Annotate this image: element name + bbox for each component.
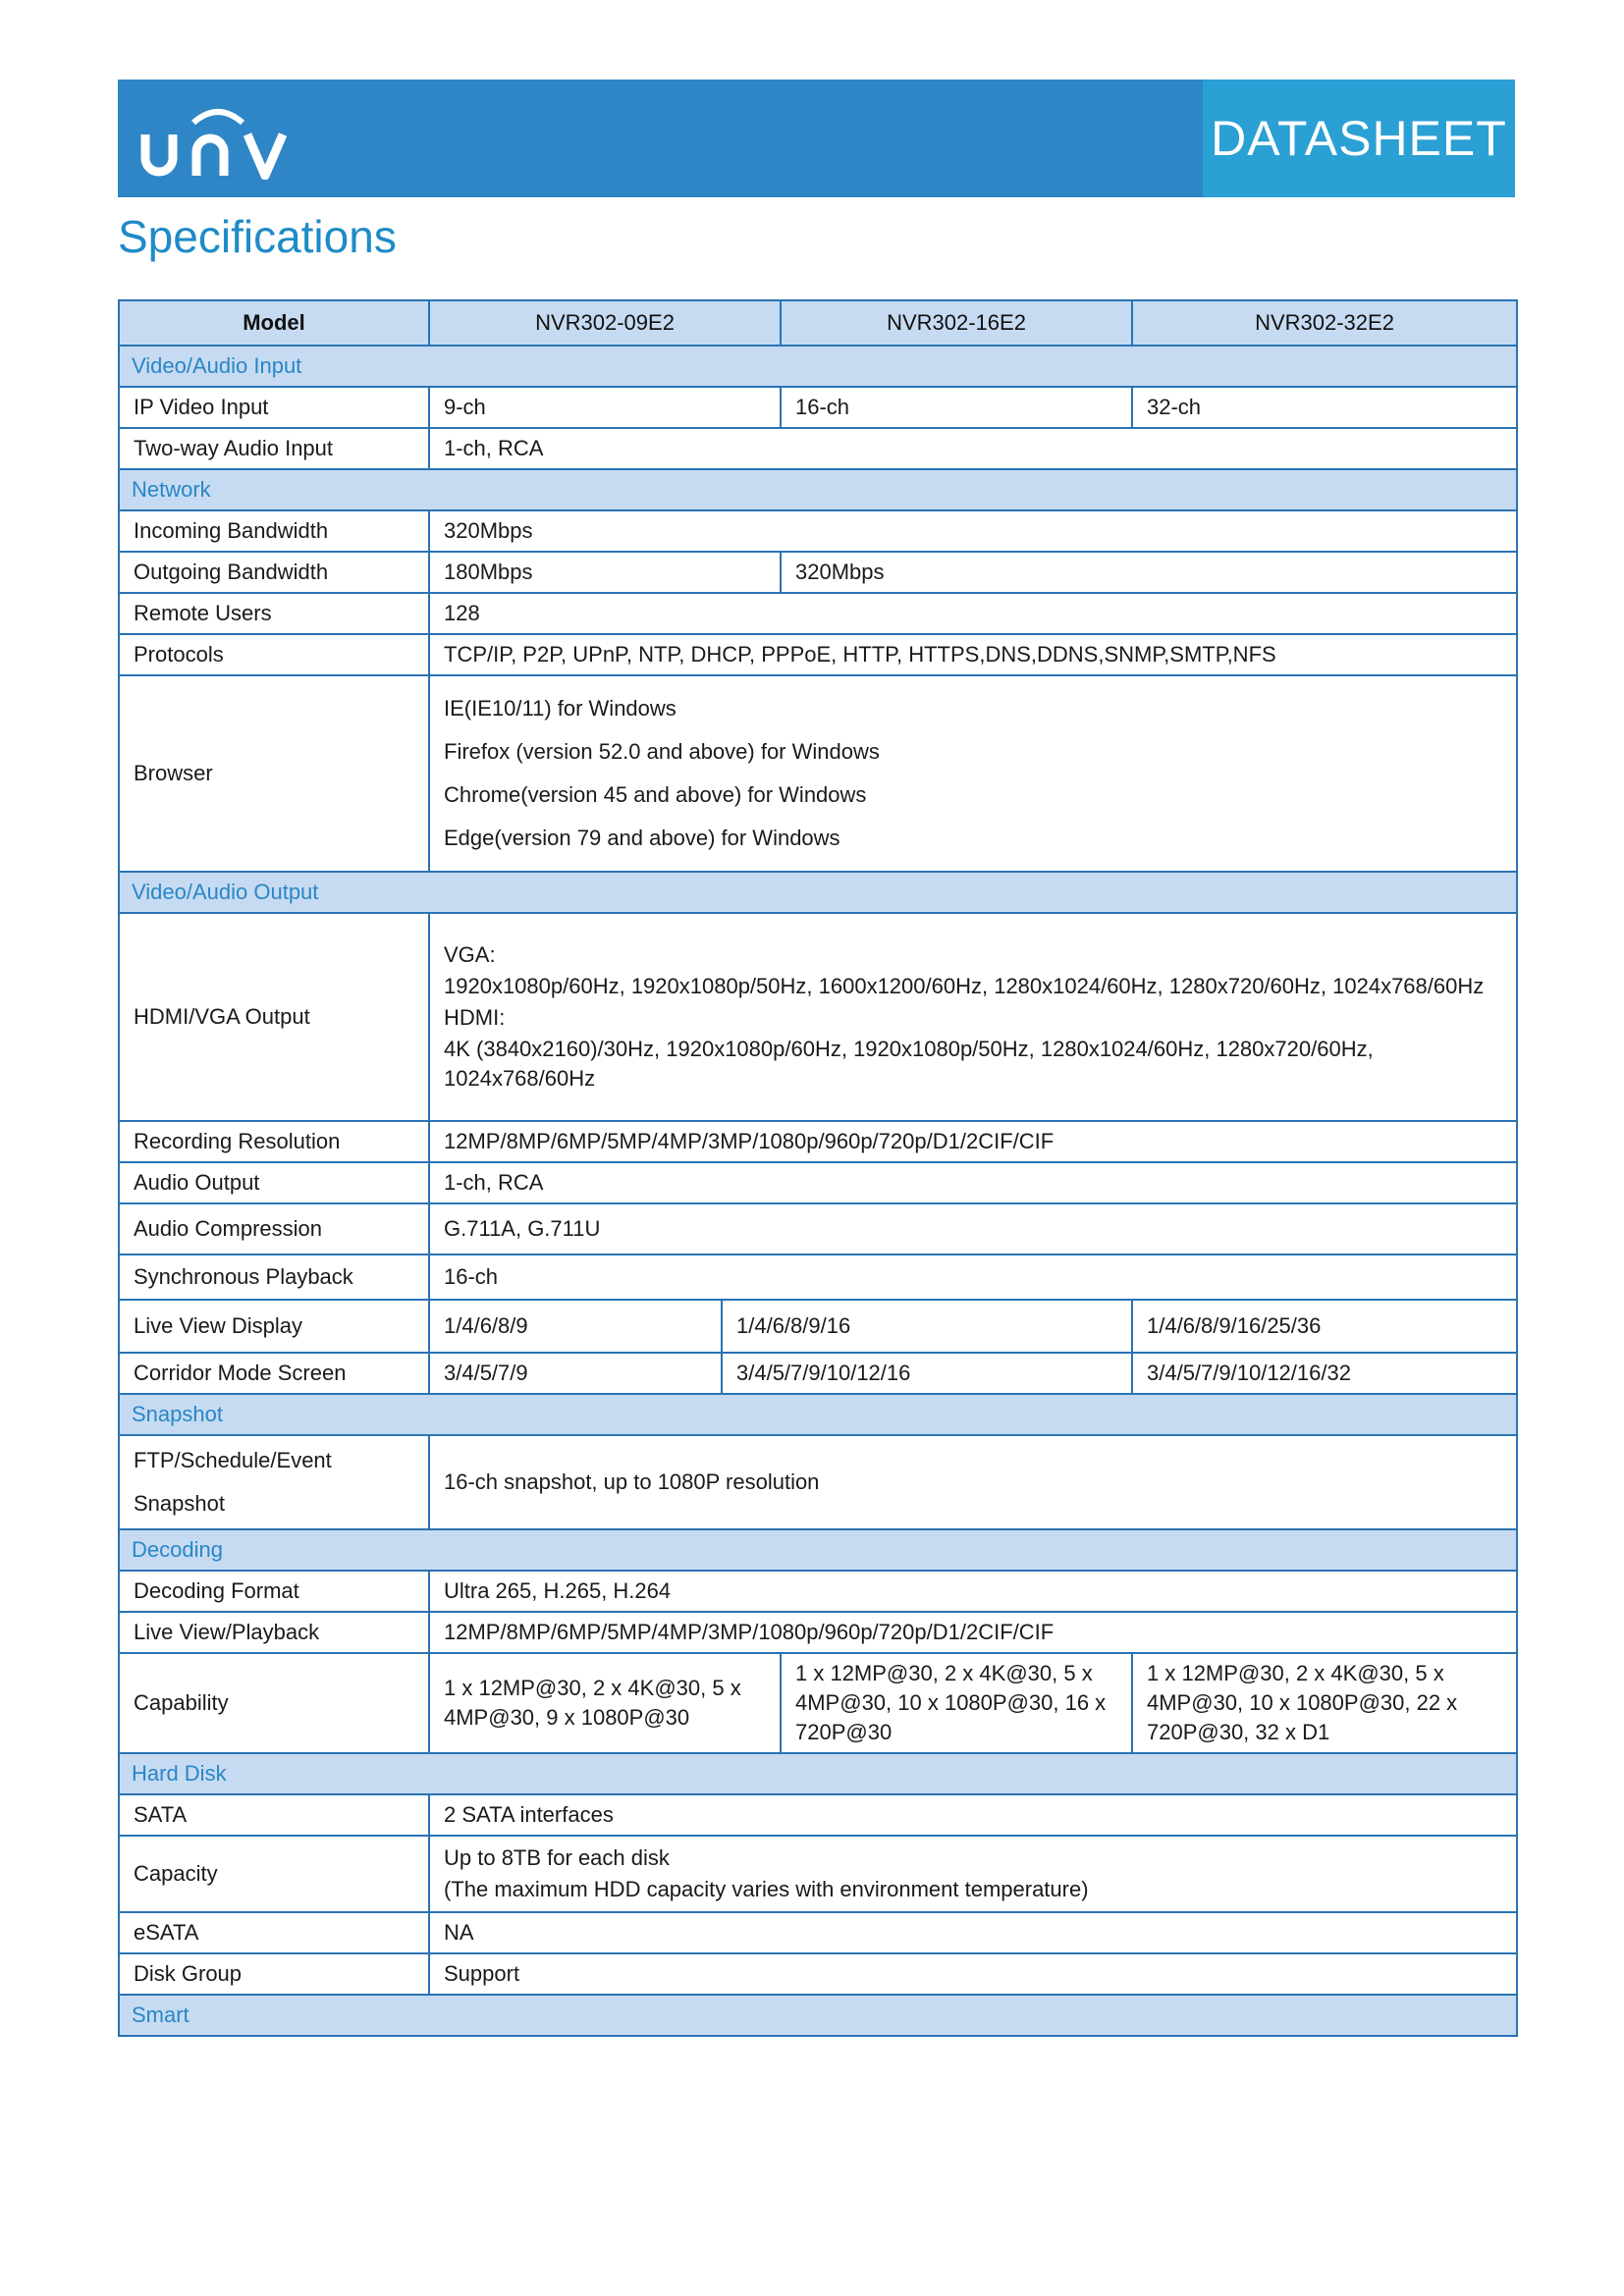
cell-value: G.711A, G.711U	[429, 1203, 1517, 1255]
datasheet-badge: DATASHEET	[1203, 80, 1515, 197]
header-banner	[118, 80, 1515, 197]
section-row	[119, 1753, 1517, 1794]
table-row	[119, 1571, 1517, 1612]
section-decoding: Decoding	[119, 1529, 1517, 1571]
output-line: 1920x1080p/60Hz, 1920x1080p/50Hz, 1600x1200/60Hz, 1280x1024/60Hz, 1280x720/60Hz, 1024x768/60Hz	[444, 974, 1485, 998]
table-row	[119, 1912, 1517, 1953]
cell-value: 1/4/6/8/9	[429, 1300, 722, 1353]
cell-value: NA	[429, 1912, 1517, 1953]
section-video-audio-output: Video/Audio Output	[119, 872, 1517, 913]
row-label: Capability	[119, 1653, 429, 1753]
cell-value: 1 x 12MP@30, 2 x 4K@30, 5 x 4MP@30, 10 x 1080P@30, 16 x 720P@30	[781, 1653, 1132, 1753]
section-snapshot: Snapshot	[119, 1394, 1517, 1435]
cell-value: 9-ch	[429, 387, 781, 428]
output-line: VGA:	[444, 942, 496, 967]
row-label: Incoming Bandwidth	[119, 510, 429, 552]
row-label: Audio Output	[119, 1162, 429, 1203]
cell-value: TCP/IP, P2P, UPnP, NTP, DHCP, PPPoE, HTTP, HTTPS,DNS,DDNS,SNMP,SMTP,NFS	[429, 634, 1517, 675]
cell-value-multiline	[429, 913, 1517, 1121]
row-label: Recording Resolution	[119, 1121, 429, 1162]
section-hard-disk: Hard Disk	[119, 1753, 1517, 1794]
cell-value: 1 x 12MP@30, 2 x 4K@30, 5 x 4MP@30, 9 x 1080P@30	[429, 1653, 781, 1753]
model-header: Model	[119, 300, 429, 346]
cell-value-multiline	[429, 675, 1517, 872]
table-row	[119, 1300, 1517, 1353]
row-label: Decoding Format	[119, 1571, 429, 1612]
cell-value: 12MP/8MP/6MP/5MP/4MP/3MP/1080p/960p/720p/D1/2CIF/CIF	[429, 1612, 1517, 1653]
row-label: Live View Display	[119, 1300, 429, 1353]
row-label: HDMI/VGA Output	[119, 913, 429, 1121]
cell-value: Support	[429, 1953, 1517, 1995]
model-column-3: NVR302-32E2	[1132, 300, 1517, 346]
cell-value: 1-ch, RCA	[429, 428, 1517, 469]
table-row	[119, 1836, 1517, 1912]
table-row	[119, 1435, 1517, 1529]
snapshot-label-line: FTP/Schedule/Event	[134, 1448, 332, 1472]
row-label: Remote Users	[119, 593, 429, 634]
table-row	[119, 552, 1517, 593]
table-row	[119, 1953, 1517, 1995]
page-title: Specifications	[118, 211, 397, 262]
table-header-row	[119, 300, 1517, 346]
table-row	[119, 428, 1517, 469]
section-row	[119, 1995, 1517, 2036]
capacity-line: Up to 8TB for each disk	[444, 1845, 670, 1870]
table-row	[119, 593, 1517, 634]
row-label: Outgoing Bandwidth	[119, 552, 429, 593]
section-row	[119, 1529, 1517, 1571]
cell-value: 3/4/5/7/9/10/12/16	[722, 1353, 1132, 1394]
row-label: Corridor Mode Screen	[119, 1353, 429, 1394]
cell-value: 1 x 12MP@30, 2 x 4K@30, 5 x 4MP@30, 10 x 1080P@30, 22 x 720P@30, 32 x D1	[1132, 1653, 1517, 1753]
cell-value: 1/4/6/8/9/16/25/36	[1132, 1300, 1517, 1353]
table-row	[119, 1653, 1517, 1753]
cell-value: 1/4/6/8/9/16	[722, 1300, 1132, 1353]
row-label: Browser	[119, 675, 429, 872]
cell-value: 16-ch	[781, 387, 1132, 428]
specifications-table	[118, 299, 1518, 2037]
row-label: Audio Compression	[119, 1203, 429, 1255]
row-label: SATA	[119, 1794, 429, 1836]
browser-line: Firefox (version 52.0 and above) for Windows	[444, 739, 880, 764]
cell-value: 3/4/5/7/9	[429, 1353, 722, 1394]
table-row	[119, 387, 1517, 428]
row-label: Disk Group	[119, 1953, 429, 1995]
section-row	[119, 872, 1517, 913]
row-label: Two-way Audio Input	[119, 428, 429, 469]
cell-value: 1-ch, RCA	[429, 1162, 1517, 1203]
snapshot-label-line: Snapshot	[134, 1491, 225, 1516]
cell-value: 16-ch snapshot, up to 1080P resolution	[429, 1435, 1517, 1529]
row-label: Protocols	[119, 634, 429, 675]
cell-value: 180Mbps	[429, 552, 781, 593]
unv-logo-icon	[139, 101, 326, 180]
table-row	[119, 1794, 1517, 1836]
model-column-2: NVR302-16E2	[781, 300, 1132, 346]
table-row	[119, 913, 1517, 1121]
row-label	[119, 1435, 429, 1529]
table-row	[119, 1121, 1517, 1162]
row-label: Live View/Playback	[119, 1612, 429, 1653]
table-row	[119, 634, 1517, 675]
cell-value: 320Mbps	[429, 510, 1517, 552]
section-row	[119, 346, 1517, 387]
table-row	[119, 675, 1517, 872]
table-row	[119, 1612, 1517, 1653]
model-column-1: NVR302-09E2	[429, 300, 781, 346]
row-label: Capacity	[119, 1836, 429, 1912]
browser-line: Chrome(version 45 and above) for Windows	[444, 782, 867, 807]
section-network: Network	[119, 469, 1517, 510]
cell-value: 2 SATA interfaces	[429, 1794, 1517, 1836]
section-row	[119, 469, 1517, 510]
cell-value: 32-ch	[1132, 387, 1517, 428]
cell-value: 320Mbps	[781, 552, 1517, 593]
cell-value: Ultra 265, H.265, H.264	[429, 1571, 1517, 1612]
section-smart: Smart	[119, 1995, 1517, 2036]
table-row	[119, 1255, 1517, 1300]
row-label: IP Video Input	[119, 387, 429, 428]
cell-value-multiline	[429, 1836, 1517, 1912]
table-row	[119, 510, 1517, 552]
section-row	[119, 1394, 1517, 1435]
capacity-line: (The maximum HDD capacity varies with environment temperature)	[444, 1877, 1089, 1901]
table-row	[119, 1203, 1517, 1255]
browser-line: Edge(version 79 and above) for Windows	[444, 826, 840, 850]
cell-value: 16-ch	[429, 1255, 1517, 1300]
row-label: eSATA	[119, 1912, 429, 1953]
output-line: HDMI:	[444, 1005, 506, 1030]
cell-value: 12MP/8MP/6MP/5MP/4MP/3MP/1080p/960p/720p/D1/2CIF/CIF	[429, 1121, 1517, 1162]
row-label: Synchronous Playback	[119, 1255, 429, 1300]
cell-value: 128	[429, 593, 1517, 634]
output-line: 4K (3840x2160)/30Hz, 1920x1080p/60Hz, 1920x1080p/50Hz, 1280x1024/60Hz, 1280x720/60Hz, 1024x768/60Hz	[444, 1037, 1374, 1091]
table-row	[119, 1162, 1517, 1203]
section-video-audio-input: Video/Audio Input	[119, 346, 1517, 387]
browser-line: IE(IE10/11) for Windows	[444, 696, 677, 721]
cell-value: 3/4/5/7/9/10/12/16/32	[1132, 1353, 1517, 1394]
table-row	[119, 1353, 1517, 1394]
